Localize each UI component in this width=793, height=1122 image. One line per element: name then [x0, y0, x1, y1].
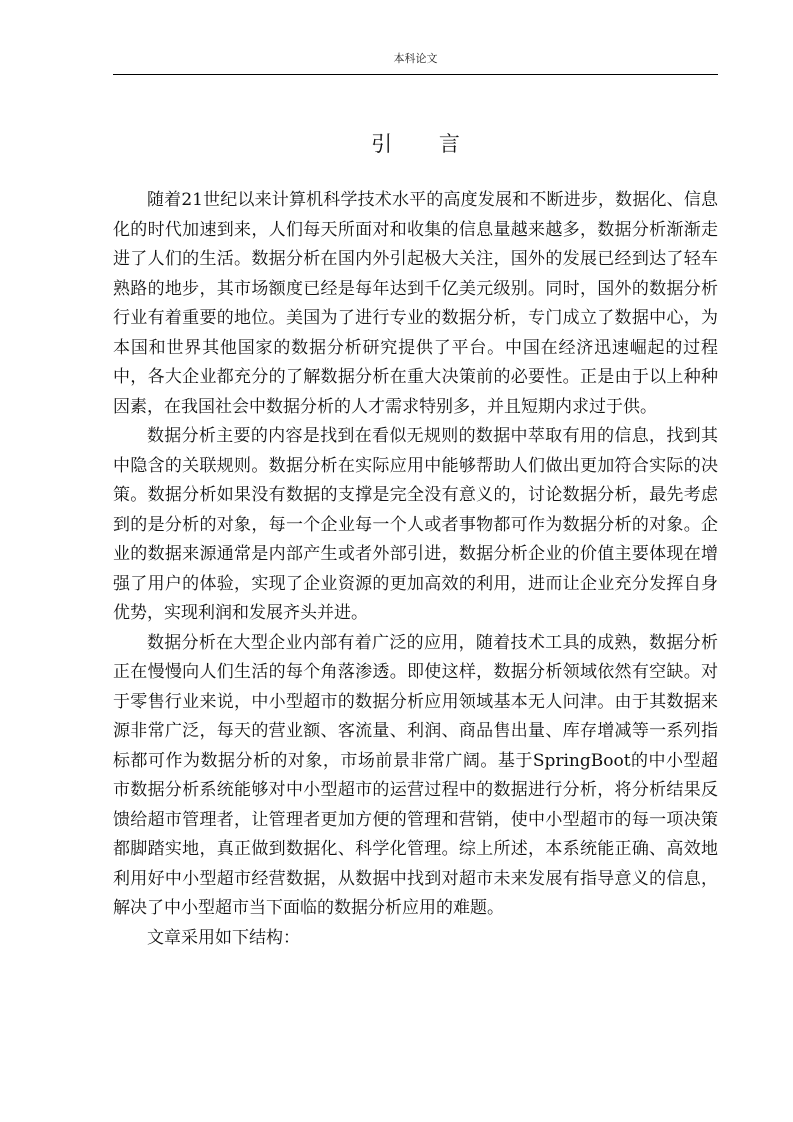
- paragraph-application: 数据分析在大型企业内部有着广泛的应用，随着技术工具的成熟，数据分析正在慢慢向人们生活的每个角落渗透。即使这样，数据分析领域依然有空缺。对于零售行业来说，中小型超市的数据分析应用领域基本无人问津。由于其数据来源非常广泛，每天的营业额、客流量、利润、商品售出量、库存增减等一系列指标都可作为数据分析的对象，市场前景非常广阔。基于SpringBoot的中小型超市数据分析系统能够对中小型超市的运营过程中的数据进行分析，将分析结果反馈给超市管理者，让管理者更加方便的管理和营销，使中小型超市的每一项决策都脚踏实地，真正做到数据化、科学化管理。综上所述，本系统能正确、高效地利用好中小型超市经营数据，从数据中找到对超市未来发展有指导意义的信息，解决了中小型超市当下面临的数据分析应用的难题。: [113, 632, 718, 918]
- section-title: 引 言: [371, 132, 480, 156]
- paragraph-background: 随着21世纪以来计算机科学技术水平的高度发展和不断进步，数据化、信息化的时代加速到来，人们每天所面对和收集的信息量越来越多，数据分析渐渐走进了人们的生活。数据分析在国内外引起极大关注，国外的发展已经到达了轻车熟路的地步，其市场额度已经是每年达到千亿美元级别。同时，国外的数据分析行业有着重要的地位。美国为了进行专业的数据分析，专门成立了数据中心，为本国和世界其他国家的数据分析研究提供了平台。中国在经济迅速崛起的过程中，各大企业都充分的了解数据分析在重大决策前的必要性。正是由于以上种种因素，在我国社会中数据分析的人才需求特别多，并且短期内求过于供。: [113, 190, 718, 417]
- paragraph-data-analysis-content: 数据分析主要的内容是找到在看似无规则的数据中萃取有用的信息，找到其中隐含的关联规则。数据分析在实际应用中能够帮助人们做出更加符合实际的决策。数据分析如果没有数据的支撑是完全没有意义的，讨论数据分析，最先考虑到的是分析的对象，每一个企业每一个人或者事物都可作为数据分析的对象。企业的数据来源通常是内部产生或者外部引进，数据分析企业的价值主要体现在增强了用户的体验，实现了企业资源的更加高效的利用，进而让企业充分发挥自身优势，实现利润和发展齐头并进。: [113, 426, 718, 623]
- header-divider: [113, 74, 718, 75]
- running-header: 本科论文: [393, 52, 438, 65]
- body-text: [113, 186, 718, 953]
- paragraph-structure-intro: 文章采用如下结构：: [147, 927, 300, 948]
